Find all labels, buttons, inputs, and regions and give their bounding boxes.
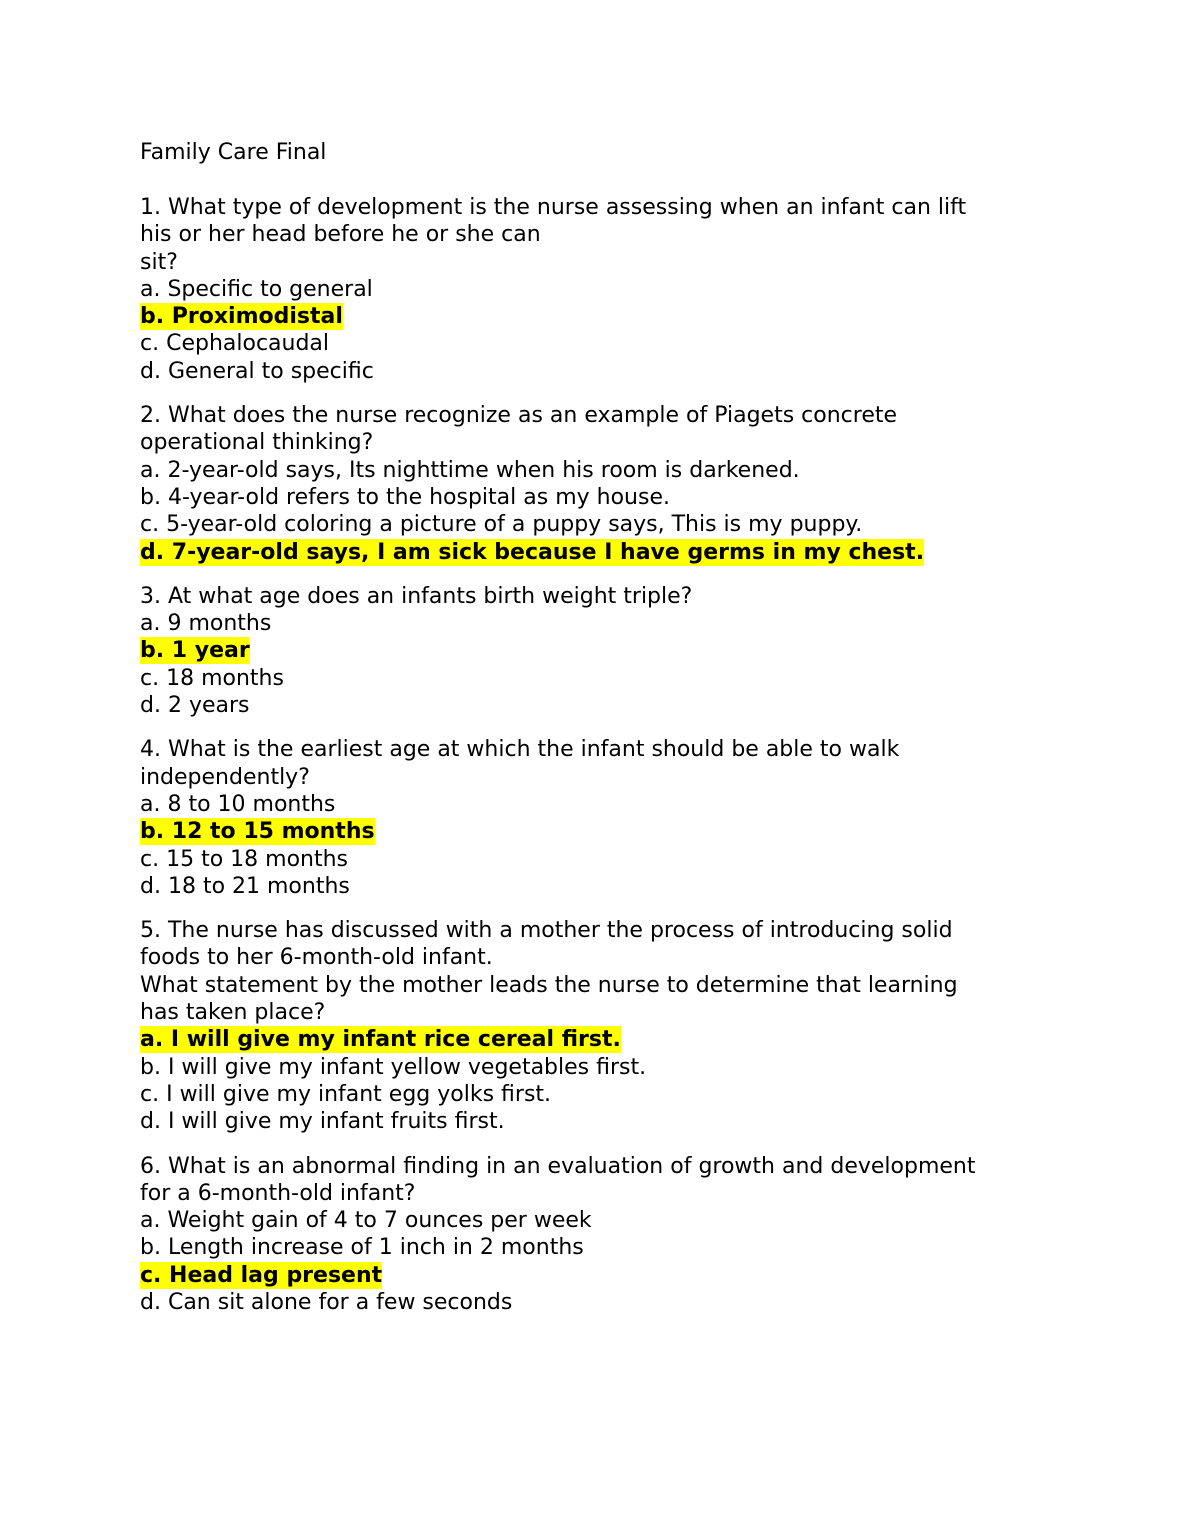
question-stem-line: What statement by the mother leads the nurse to determine that learning [140, 972, 958, 998]
answer-option: d. I will give my infant fruits first. [140, 1109, 505, 1135]
question-block [140, 736, 1040, 900]
answer-option-correct [140, 1026, 1040, 1053]
question-block [140, 917, 1040, 1135]
answer-option: b. I will give my infant yellow vegetables first. [140, 1054, 647, 1080]
answer-option-correct [140, 818, 1040, 845]
question-block [140, 194, 1040, 385]
answer-option: a. 8 to 10 months [140, 791, 336, 817]
document-title: Family Care Final [140, 140, 327, 165]
question-stem-line: 3. At what age does an infants birth weight triple? [140, 583, 693, 609]
question-stem-line: independently? [140, 764, 310, 790]
answer-option-correct [140, 637, 1040, 664]
highlighted-answer: b. Proximodistal [140, 304, 343, 330]
answer-option-correct [140, 539, 1040, 566]
highlighted-answer: d. 7-year-old says, I am sick because I have germs in my chest. [140, 539, 925, 565]
document-page [140, 139, 1040, 1333]
answer-option: c. 18 months [140, 665, 284, 691]
question-stem-line: 4. What is the earliest age at which the infant should be able to walk [140, 737, 900, 763]
answer-option: a. Specific to general [140, 276, 373, 302]
question-stem-line: 5. The nurse has discussed with a mother the process of introducing solid [140, 918, 953, 944]
highlighted-answer: c. Head lag present [140, 1262, 383, 1288]
answer-option: c. Cephalocaudal [140, 331, 330, 357]
question-stem-line: 6. What is an abnormal finding in an evaluation of growth and development [140, 1153, 976, 1179]
question-stem-line: for a 6-month-old infant? [140, 1180, 416, 1206]
question-stem-line: has taken place? [140, 1000, 326, 1026]
answer-option: d. 18 to 21 months [140, 873, 350, 899]
question-stem-line: foods to her 6-month-old infant. [140, 945, 493, 971]
question-stem-line: sit? [140, 249, 178, 275]
question-block [140, 402, 1040, 566]
highlighted-answer: b. 1 year [140, 638, 250, 664]
question-stem-line: 1. What type of development is the nurse assessing when an infant can lift [140, 195, 967, 220]
answer-option: c. 5-year-old coloring a picture of a puppy says, This is my puppy. [140, 512, 863, 538]
answer-option: d. General to specific [140, 358, 374, 384]
question-stem-line: operational thinking? [140, 430, 374, 456]
question-stem-line: his or her head before he or she can [140, 222, 541, 248]
answer-option: b. 4-year-old refers to the hospital as my house. [140, 484, 670, 510]
answer-option: a. 9 months [140, 611, 272, 637]
question-stem-line: 2. What does the nurse recognize as an example of Piagets concrete [140, 403, 898, 429]
question-block [140, 583, 1040, 719]
answer-option: a. Weight gain of 4 to 7 ounces per week [140, 1208, 592, 1234]
answer-option: c. 15 to 18 months [140, 846, 349, 872]
question-block [140, 1153, 1040, 1317]
answer-option: d. Can sit alone for a few seconds [140, 1289, 513, 1315]
answer-option: a. 2-year-old says, Its nighttime when his room is darkened. [140, 457, 800, 483]
highlighted-answer: a. I will give my infant rice cereal first. [140, 1027, 621, 1053]
answer-option: b. Length increase of 1 inch in 2 months [140, 1235, 584, 1261]
answer-option-correct [140, 303, 1040, 330]
answer-option: c. I will give my infant egg yolks first. [140, 1081, 552, 1107]
answer-option-correct [140, 1262, 1040, 1289]
answer-option: d. 2 years [140, 693, 250, 719]
highlighted-answer: b. 12 to 15 months [140, 819, 375, 845]
question-list [140, 194, 1040, 1316]
